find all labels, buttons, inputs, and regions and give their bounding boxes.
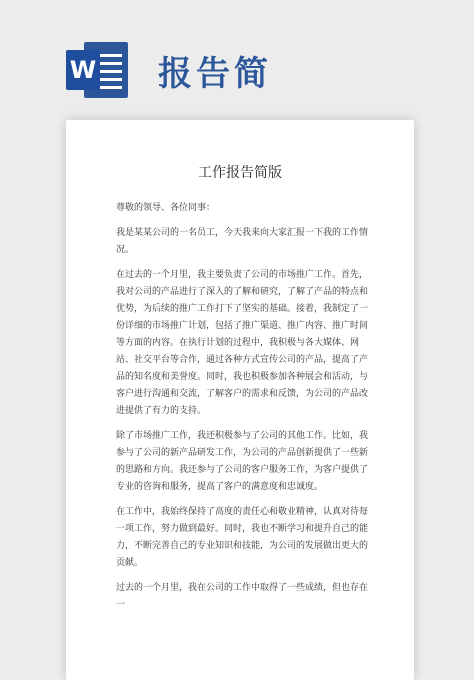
word-icon-badge: W — [66, 50, 100, 90]
paragraph-attitude: 在工作中，我始终保持了高度的责任心和敬业精神，认真对待每一项工作，努力做到最好。同时，我也不断学习和提升自己的能力，不断完善自己的专业知识和技能，为公司的发展做出更大的贡献。 — [116, 507, 369, 568]
paragraph-salutation: 尊敬的领导、各位同事： — [116, 203, 216, 213]
paragraph-intro: 我是某某公司的一名员工，今天我来向大家汇报一下我的工作情况。 — [116, 228, 369, 255]
document-page — [66, 120, 414, 680]
document-title: 工作报告简版 — [198, 165, 282, 181]
word-icon — [66, 42, 128, 98]
paragraph-summary: 过去的一个月里，我在公司的工作中取得了一些成绩，但也存在一 — [116, 583, 369, 610]
paragraph-marketing: 在过去的一个月里，我主要负责了公司的市场推广工作。首先，我对公司的产品进行了深入的了解和研究，了解了产品的特点和优势，为后续的推广工作打下了坚实的基础。接着，我制定了一份详细的市场推广计划，包括了推广渠道、推广内容、推广时间等方面的内容。在执行计划的过程中，我积极与各大媒体、网站、社交平台等合作，通过各种方式宣传公司的产品，提高了产品的知名度和美誉度。同时，我也积极参加各种展会和活动，与客户进行沟通和交流，了解客户的需求和反馈，为公司的产品改进提供了有力的支持。 — [116, 270, 369, 416]
header-banner — [0, 0, 474, 130]
header-title: 报告简 — [158, 54, 272, 94]
document-body — [116, 200, 368, 622]
paragraph-other-work: 除了市场推广工作，我还积极参与了公司的其他工作。比如，我参与了公司的新产品研发工作，为公司的产品创新提供了一些新的思路和方向。我还参与了公司的客户服务工作，为客户提供了专业的咨询和服务，提高了客户的满意度和忠诚度。 — [116, 431, 369, 492]
